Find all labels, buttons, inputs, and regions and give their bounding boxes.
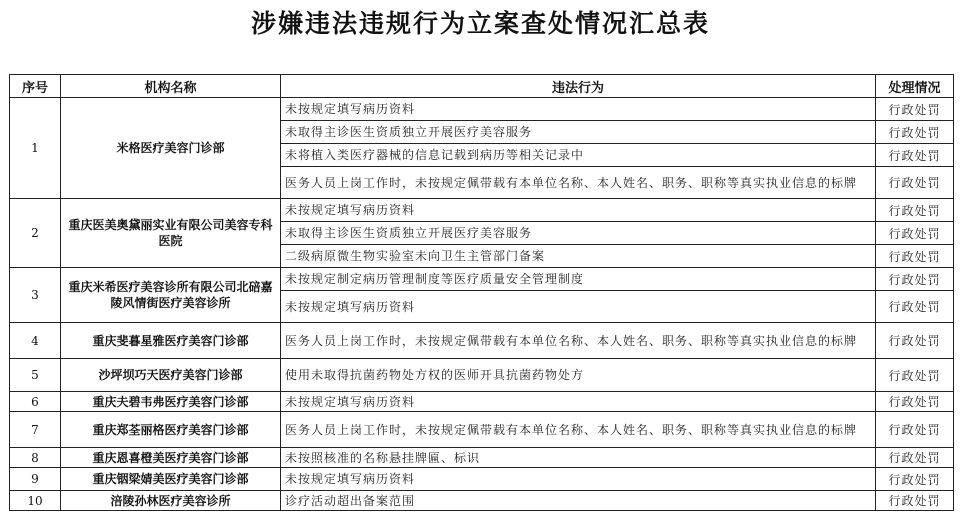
violation-text: 使用未取得抗菌药物处方权的医师开具抗菌药物处方	[281, 359, 876, 392]
table-row	[10, 323, 954, 359]
case-summary-table	[9, 74, 954, 511]
table-row	[10, 491, 954, 511]
violation-text: 未取得主诊医生资质独立开展医疗美容服务	[281, 222, 876, 245]
violation-text: 未按规定填写病历资料	[281, 291, 876, 323]
table-row	[10, 268, 954, 291]
handling-result: 行政处罚	[876, 199, 954, 222]
header-res: 处理情况	[876, 75, 954, 98]
handling-result: 行政处罚	[876, 392, 954, 412]
violation-text: 医务人员上岗工作时，未按规定佩带载有本单位名称、本人姓名、职务、职称等真实执业信息的标牌	[281, 323, 876, 359]
table-row	[10, 392, 954, 412]
institution-name: 米格医疗美容门诊部	[61, 98, 281, 199]
institution-name: 重庆斐暮星雅医疗美容门诊部	[61, 323, 281, 359]
violation-text: 未将植入类医疗器械的信息记载到病历等相关记录中	[281, 144, 876, 167]
table-row	[10, 468, 954, 491]
row-number: 5	[10, 359, 61, 392]
handling-result: 行政处罚	[876, 323, 954, 359]
row-number: 2	[10, 199, 61, 268]
handling-result: 行政处罚	[876, 144, 954, 167]
table-row	[10, 199, 954, 222]
violation-text: 未按规定填写病历资料	[281, 199, 876, 222]
row-number: 9	[10, 468, 61, 491]
institution-name: 重庆郑荃丽格医疗美容门诊部	[61, 412, 281, 448]
institution-name: 重庆米希医疗美容诊所有限公司北碚嘉陵风情街医疗美容诊所	[61, 268, 281, 323]
violation-text: 二级病原微生物实验室未向卫生主管部门备案	[281, 245, 876, 268]
violation-text: 未按规定填写病历资料	[281, 468, 876, 491]
header-org: 机构名称	[61, 75, 281, 98]
table-row	[10, 359, 954, 392]
violation-text: 未按规定填写病历资料	[281, 392, 876, 412]
handling-result: 行政处罚	[876, 245, 954, 268]
handling-result: 行政处罚	[876, 121, 954, 144]
handling-result: 行政处罚	[876, 412, 954, 448]
handling-result: 行政处罚	[876, 291, 954, 323]
institution-name: 重庆医美奥黛丽实业有限公司美容专科医院	[61, 199, 281, 268]
table-row	[10, 412, 954, 448]
header-act: 违法行为	[281, 75, 876, 98]
page-title: 涉嫌违法违规行为立案查处情况汇总表	[250, 9, 710, 38]
table-row	[10, 98, 954, 121]
table-header-row	[10, 75, 954, 98]
handling-result: 行政处罚	[876, 167, 954, 199]
row-number: 8	[10, 448, 61, 468]
violation-text: 未按规定制定病历管理制度等医疗质量安全管理制度	[281, 268, 876, 291]
row-number: 4	[10, 323, 61, 359]
handling-result: 行政处罚	[876, 268, 954, 291]
institution-name: 重庆恩喜橙美医疗美容门诊部	[61, 448, 281, 468]
violation-text: 未取得主诊医生资质独立开展医疗美容服务	[281, 121, 876, 144]
header-no: 序号	[10, 75, 61, 98]
table-row	[10, 448, 954, 468]
handling-result: 行政处罚	[876, 98, 954, 121]
institution-name: 重庆铟梁婧美医疗美容门诊部	[61, 468, 281, 491]
row-number: 3	[10, 268, 61, 323]
row-number: 7	[10, 412, 61, 448]
row-number: 6	[10, 392, 61, 412]
handling-result: 行政处罚	[876, 222, 954, 245]
row-number: 1	[10, 98, 61, 199]
handling-result: 行政处罚	[876, 491, 954, 511]
row-number: 10	[10, 491, 61, 511]
violation-text: 医务人员上岗工作时，未按规定佩带载有本单位名称、本人姓名、职务、职称等真实执业信息的标牌	[281, 412, 876, 448]
violation-text: 未按照核准的名称悬挂牌匾、标识	[281, 448, 876, 468]
handling-result: 行政处罚	[876, 468, 954, 491]
institution-name: 沙坪坝巧天医疗美容门诊部	[61, 359, 281, 392]
violation-text: 医务人员上岗工作时，未按规定佩带载有本单位名称、本人姓名、职务、职称等真实执业信息的标牌	[281, 167, 876, 199]
violation-text: 诊疗活动超出备案范围	[281, 491, 876, 511]
violation-text: 未按规定填写病历资料	[281, 98, 876, 121]
handling-result: 行政处罚	[876, 448, 954, 468]
institution-name: 重庆夫碧韦弗医疗美容门诊部	[61, 392, 281, 412]
institution-name: 涪陵孙林医疗美容诊所	[61, 491, 281, 511]
handling-result: 行政处罚	[876, 359, 954, 392]
